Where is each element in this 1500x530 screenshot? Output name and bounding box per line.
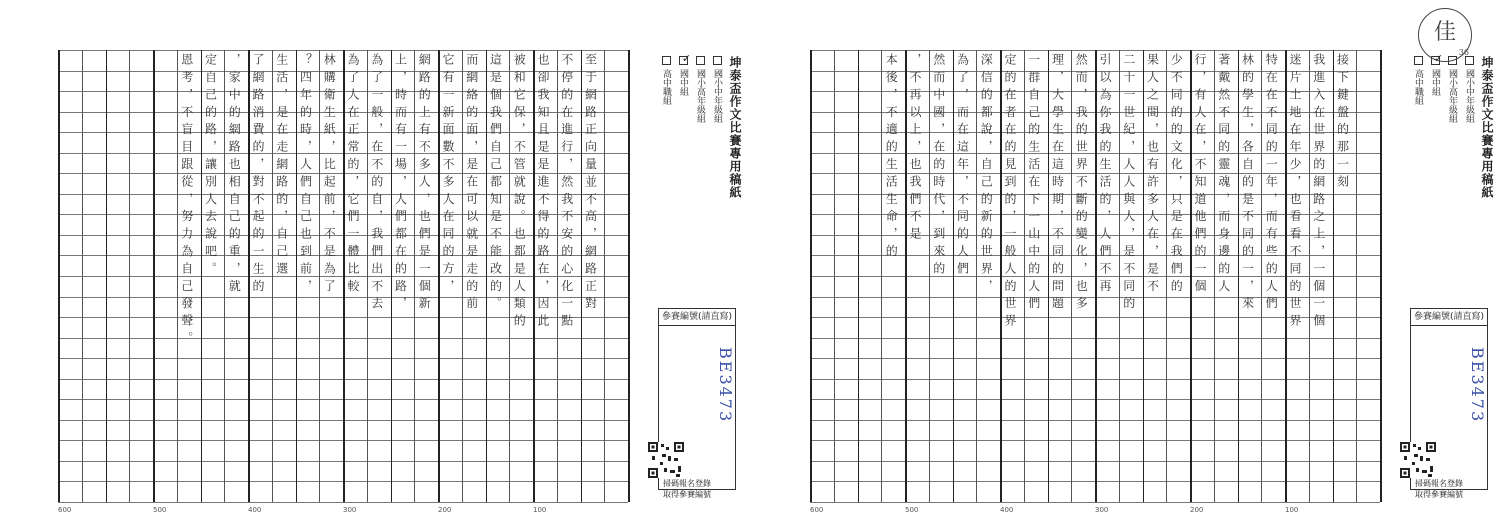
grid-column-line — [628, 50, 630, 502]
essay-column-text: 行，有人在，不知道他們的一個 — [1193, 53, 1207, 297]
grid-column-line — [367, 50, 368, 502]
essay-column-text: 為了人在正常的，它們一體比較 — [346, 53, 360, 297]
option-elementary-upper[interactable]: 國小高年級組 — [1446, 56, 1459, 123]
checkbox-checked-icon[interactable]: ✓ — [680, 52, 693, 65]
grid-column-line — [834, 50, 835, 502]
essay-column-text: 本後，不適的生活生命，的 — [884, 53, 899, 262]
essay-column-text: 一群自己的生活在下一山中的人們 — [1026, 53, 1041, 314]
essay-column-text: 二十一世紀，人人與人，是不同的 — [1121, 53, 1136, 314]
essay-column-text: ？四年的時，人們自己也到前， — [298, 53, 313, 297]
ruler-tick-label: 500 — [905, 506, 919, 514]
essay-column-text: 被和它保，不管就說。也都是人類的 — [512, 53, 527, 332]
qr-code-icon — [648, 442, 684, 478]
grid-column-line — [1356, 50, 1357, 502]
option-elementary-middle[interactable]: 國小中年級組 — [1463, 56, 1476, 123]
checkbox-icon[interactable] — [713, 56, 722, 65]
ruler-tick-label: 300 — [1095, 506, 1109, 514]
entry-number-label: 參賽編號(請直寫) — [659, 309, 735, 326]
essay-column-text: 這是個我們自己都知是不能改的。 — [488, 53, 503, 314]
ruler-tick-label: 600 — [810, 506, 824, 514]
qr-caption: 掃碼報名登錄 取得參賽編號 — [663, 479, 711, 499]
checkbox-icon[interactable] — [662, 56, 671, 65]
option-high-school[interactable]: 高中職組 — [660, 56, 673, 123]
right-essay-sheet — [750, 0, 1500, 530]
form-title: 坤泰盃作文比賽專用稿紙 — [1480, 56, 1494, 199]
ruler-tick-label: 400 — [248, 506, 262, 514]
grid-column-line — [1214, 50, 1215, 502]
grid-column-line — [1380, 50, 1382, 502]
qr-caption: 掃碼報名登錄 取得參賽編號 — [1415, 479, 1463, 499]
grid-column-line — [858, 50, 860, 502]
group-options — [660, 52, 724, 123]
grid-column-line — [1024, 50, 1025, 502]
grid-column-line — [1261, 50, 1262, 502]
option-high-school[interactable]: 高中職組 — [1412, 56, 1425, 123]
essay-column-text: ，家中的網路也相自己的重，就 — [227, 53, 242, 297]
essay-column-text: 然而中國，在的時代，到來的 — [931, 53, 946, 280]
form-title: 坤泰盃作文比賽專用稿紙 — [728, 56, 742, 199]
essay-column-text: 迷片土地在年少，也看看不同的世界 — [1288, 53, 1302, 332]
grid-column-line — [224, 50, 225, 502]
essay-column-text: 接下鍵盤的那一刻 — [1335, 53, 1350, 193]
grid-column-line — [82, 50, 83, 502]
right-column-ruler — [810, 506, 1380, 518]
left-column-ruler — [58, 506, 628, 518]
essay-column-text: 為了，而在這年，不同的人們 — [955, 53, 970, 280]
grid-column-line — [509, 50, 510, 502]
essay-column-text: 而網絡的面，是在可以就是走的前 — [464, 53, 479, 314]
grid-row-line — [58, 502, 628, 503]
grid-column-line — [414, 50, 415, 502]
essay-column-text: 少不同的的文化，只是在我們的 — [1169, 53, 1184, 297]
grid-column-line — [1119, 50, 1120, 502]
grid-column-line — [929, 50, 930, 502]
grid-column-line — [153, 50, 155, 502]
ruler-tick-label: 100 — [533, 506, 547, 514]
grid-column-line — [58, 50, 60, 502]
ruler-tick-label: 100 — [1285, 506, 1299, 514]
essay-column-text: 上，時而有一場，人們都在的路， — [393, 53, 408, 314]
essay-column-text: 定的在者在的見到的，一般人的世界 — [1003, 53, 1017, 332]
ruler-tick-label: 300 — [343, 506, 357, 514]
grid-column-line — [129, 50, 130, 502]
group-options — [1412, 52, 1476, 123]
grid-column-line — [1166, 50, 1167, 502]
essay-column-text: 然而，我的世界不斷的變化，也多 — [1074, 53, 1089, 314]
grid-column-line — [1071, 50, 1072, 502]
grid-row-line — [810, 502, 1380, 503]
essay-column-text: 引以為你我的生活的，人們不再 — [1098, 53, 1112, 297]
essay-column-text: 至于網路正向量並不高，網路正對 — [583, 53, 598, 314]
left-form-sidebar — [632, 50, 744, 502]
checkbox-icon[interactable] — [1414, 56, 1423, 65]
essay-column-text: 它有一新面數不多人在同的方， — [441, 53, 455, 297]
essay-column-text: 恩考，不盲目跟從，努力為自己發聲。 — [179, 53, 194, 349]
option-junior-high[interactable]: ✓ 國中組 — [678, 52, 693, 96]
grid-column-line — [604, 50, 605, 502]
grid-column-line — [106, 50, 108, 502]
essay-column-text: 了網路消費的，對不起的一生的 — [251, 53, 265, 297]
grid-column-line — [810, 50, 812, 502]
option-junior-high[interactable]: ✓ 國中組 — [1430, 52, 1445, 96]
option-elementary-upper[interactable]: 國小高年級組 — [694, 56, 707, 123]
grid-column-line — [177, 50, 178, 502]
essay-column-text: 深信的都說，自己的新的世界， — [979, 53, 994, 297]
grid-column-line — [319, 50, 320, 502]
essay-column-text: 為了一般，在不的自，我們出不去 — [369, 53, 384, 314]
essay-column-text: ，不再以上，也我們不是 — [908, 53, 922, 245]
grid-column-line — [272, 50, 273, 502]
grid-column-line — [557, 50, 558, 502]
essay-column-text: 特在在不同的一年，而有些的人們 — [1264, 53, 1279, 314]
right-writing-grid — [810, 50, 1380, 502]
ruler-tick-label: 500 — [153, 506, 167, 514]
essay-column-text: 著戴然不同的靈魂，而身邊的人 — [1216, 53, 1231, 297]
left-writing-grid — [58, 50, 628, 502]
ruler-tick-label: 200 — [438, 506, 452, 514]
checkbox-checked-icon[interactable]: ✓ — [1432, 52, 1445, 65]
essay-column-text: 果人之間，也有許多人在，是不 — [1145, 53, 1160, 297]
right-form-sidebar — [1384, 50, 1496, 502]
grid-column-line — [881, 50, 882, 502]
essay-column-text: 理，大學生在這時期，不同的問題 — [1050, 53, 1065, 314]
essay-column-text: 不停的在進行，然我不安的心化一點 — [559, 53, 574, 332]
essay-column-text: 也卻我知且是是進不得的路在，因此 — [536, 53, 550, 332]
ruler-tick-label: 600 — [58, 506, 72, 514]
grid-column-line — [1309, 50, 1310, 502]
qr-code-icon — [1400, 442, 1436, 478]
grid-column-line — [976, 50, 977, 502]
entry-number-value: BE3473 — [716, 347, 735, 424]
essay-column-text: 網路的上有不多人，也們是一個新 — [417, 53, 432, 314]
essay-column-text: 林的學生，各自的是不同的一，來 — [1240, 53, 1255, 314]
entry-number-label: 參賽編號(請直寫) — [1411, 309, 1487, 326]
grader-signature-circle: 佳 36 — [1418, 8, 1472, 62]
checkbox-icon[interactable] — [1465, 56, 1474, 65]
essay-column-text: 生活，是在走網路的，自己選 — [274, 53, 289, 280]
ruler-tick-label: 400 — [1000, 506, 1014, 514]
essay-column-text: 林購衛生紙，比起前，不是為了 — [322, 53, 337, 297]
essay-column-text: 我進入在世界的網路之上，一個一個 — [1311, 53, 1326, 332]
ruler-tick-label: 200 — [1190, 506, 1204, 514]
checkbox-icon[interactable] — [696, 56, 705, 65]
option-elementary-middle[interactable]: 國小中年級組 — [711, 56, 724, 123]
essay-column-text: 定自己的路，讓別人去說吧。 — [203, 53, 218, 280]
entry-number-value: BE3473 — [1468, 347, 1487, 424]
grid-column-line — [462, 50, 463, 502]
